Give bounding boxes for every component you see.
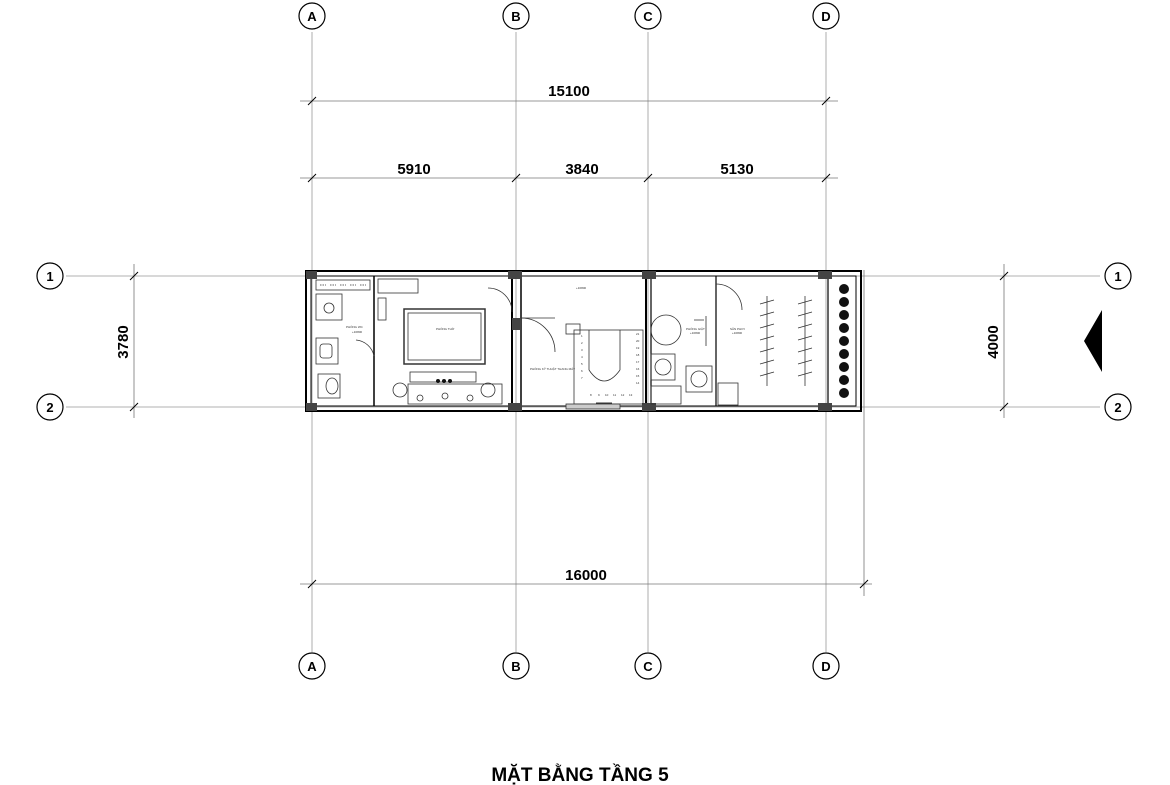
level-mark-tech: +16800 bbox=[576, 286, 587, 290]
stair-num-17: 17 bbox=[636, 360, 640, 364]
stair-num-19: 19 bbox=[636, 346, 640, 350]
dim-left-height: 3780 bbox=[115, 325, 132, 359]
stair-numbers bbox=[581, 332, 640, 397]
stair-num-9: 9 bbox=[598, 393, 600, 397]
stair-num-13: 13 bbox=[629, 393, 633, 397]
stair-num-15: 15 bbox=[636, 374, 640, 378]
stair-num-20: 20 bbox=[636, 339, 640, 343]
stair-num-12: 12 bbox=[621, 393, 625, 397]
grid-label-bottom-c: C bbox=[643, 659, 653, 674]
stair-num-1: 1 bbox=[581, 334, 583, 338]
stair-num-18: 18 bbox=[636, 353, 640, 357]
grid-label-right-2: 2 bbox=[1114, 400, 1122, 415]
stair-num-14: 14 bbox=[636, 381, 640, 385]
stair-num-5: 5 bbox=[581, 362, 583, 366]
dim-top-total: 15100 bbox=[548, 83, 590, 100]
grid-label-left-1: 1 bbox=[46, 269, 54, 284]
worship-room bbox=[378, 279, 512, 404]
drying-yard bbox=[716, 284, 812, 405]
room-label-drying: SÂN PHƠI bbox=[730, 327, 745, 331]
grid-bubbles-bottom bbox=[299, 653, 839, 679]
room-label-worship: PHÒNG THỜ bbox=[436, 327, 455, 331]
room-label-bath: PHÒNG WC bbox=[346, 325, 363, 329]
dim-segment-cd: 5130 bbox=[720, 161, 754, 178]
building-walls bbox=[306, 271, 861, 411]
level-mark-drying: +16800 bbox=[732, 331, 743, 335]
grid-label-bottom-a: A bbox=[307, 659, 317, 674]
stair-num-21: 21 bbox=[636, 332, 640, 336]
grid-label-right-1: 1 bbox=[1114, 269, 1122, 284]
grid-label-bottom-b: B bbox=[511, 659, 521, 674]
stair-num-7: 7 bbox=[581, 376, 583, 380]
worship-ornament bbox=[436, 379, 452, 383]
grid-label-bottom-d: D bbox=[821, 659, 831, 674]
level-mark-laundry: +16800 bbox=[690, 331, 701, 335]
view-arrow-icon bbox=[1084, 310, 1102, 372]
planter-row bbox=[839, 284, 849, 398]
level-mark-bath: +16800 bbox=[352, 330, 363, 334]
stair-num-16: 16 bbox=[636, 367, 640, 371]
grid-label-top-c: C bbox=[643, 9, 653, 24]
stair-num-2: 2 bbox=[581, 341, 583, 345]
stair-num-10: 10 bbox=[605, 393, 609, 397]
dim-segment-ab: 5910 bbox=[397, 161, 431, 178]
stair-num-6: 6 bbox=[581, 369, 583, 373]
grid-label-left-2: 2 bbox=[46, 400, 54, 415]
stair-num-8: 8 bbox=[590, 393, 592, 397]
room-label-tech: PHÒNG KỸ THUẬT THANG MÁY bbox=[530, 367, 576, 371]
grid-bubbles-top bbox=[299, 3, 839, 29]
grid-label-top-b: B bbox=[511, 9, 521, 24]
dim-right-height: 4000 bbox=[985, 325, 1002, 359]
structural-columns bbox=[306, 271, 832, 411]
stair-num-3: 3 bbox=[581, 348, 583, 352]
drawing-title: MẶT BẰNG TẦNG 5 bbox=[491, 765, 669, 785]
dim-segment-bc: 3840 bbox=[565, 161, 599, 178]
dim-bottom-total: 16000 bbox=[565, 567, 607, 584]
stair-num-11: 11 bbox=[613, 393, 617, 397]
grid-label-top-d: D bbox=[821, 9, 831, 24]
room-label-laundry: PHÒNG GIẶT bbox=[686, 327, 705, 331]
grid-label-top-a: A bbox=[307, 9, 317, 24]
grid-lines bbox=[66, 32, 1100, 652]
stair-num-4: 4 bbox=[581, 355, 583, 359]
bathroom bbox=[316, 280, 374, 398]
